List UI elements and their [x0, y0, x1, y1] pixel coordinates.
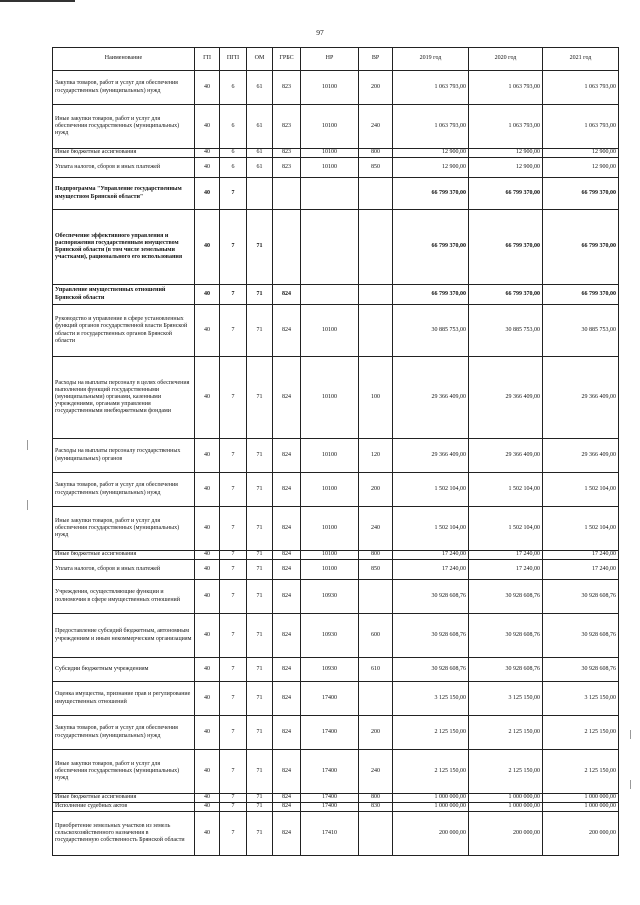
cell-y2021: 30 928 608,76: [543, 614, 619, 658]
cell-vr: [359, 580, 393, 614]
cell-name: Иные закупки товаров, работ и услуг для обеспечения государственных (муниципальных) нужд: [53, 507, 195, 551]
cell-name: Расходы на выплаты персоналу государственных (муниципальных) органов: [53, 439, 195, 473]
cell-om: 71: [247, 210, 273, 285]
cell-y2021: 12 900,00: [543, 149, 619, 158]
cell-gp: 40: [195, 149, 220, 158]
cell-pgp: 7: [220, 580, 247, 614]
cell-pgp: 7: [220, 682, 247, 716]
cell-y2020: 30 928 608,76: [469, 658, 543, 682]
cell-y2021: 1 502 104,00: [543, 473, 619, 507]
cell-grbs: 824: [273, 305, 301, 357]
cell-y2021: 17 240,00: [543, 551, 619, 560]
cell-name: Уплата налогов, сборов и иных платежей: [53, 560, 195, 580]
cell-y2019: 200 000,00: [393, 812, 469, 856]
cell-name: Уплата налогов, сборов и иных платежей: [53, 158, 195, 178]
scan-mark: [27, 500, 28, 510]
header-om: ОМ: [247, 48, 273, 71]
cell-y2019: 1 502 104,00: [393, 473, 469, 507]
cell-vr: 850: [359, 560, 393, 580]
cell-name: Иные закупки товаров, работ и услуг для обеспечения государственных (муниципальных) нужд: [53, 750, 195, 794]
cell-pgp: 7: [220, 750, 247, 794]
cell-grbs: 823: [273, 149, 301, 158]
table-row: [53, 305, 619, 357]
cell-y2020: 1 502 104,00: [469, 473, 543, 507]
table-row: [53, 794, 619, 803]
budget-table: [52, 47, 619, 856]
cell-grbs: 824: [273, 794, 301, 803]
cell-y2020: 30 928 608,76: [469, 580, 543, 614]
cell-y2021: 2 125 150,00: [543, 750, 619, 794]
cell-grbs: 823: [273, 158, 301, 178]
cell-name: Подпрограмма "Управление государственным имуществом Брянской области": [53, 178, 195, 210]
cell-nr: 10930: [301, 614, 359, 658]
cell-y2020: 66 799 370,00: [469, 210, 543, 285]
cell-gp: 40: [195, 305, 220, 357]
cell-y2021: 30 885 753,00: [543, 305, 619, 357]
cell-y2020: 2 125 150,00: [469, 750, 543, 794]
cell-y2019: 30 928 608,76: [393, 658, 469, 682]
cell-om: 61: [247, 158, 273, 178]
table-row: [53, 439, 619, 473]
cell-gp: 40: [195, 105, 220, 149]
cell-vr: 200: [359, 71, 393, 105]
cell-om: 61: [247, 105, 273, 149]
cell-y2021: 1 063 793,00: [543, 71, 619, 105]
cell-nr: 17400: [301, 682, 359, 716]
cell-name: Оценка имущества, признание прав и регулирование имущественных отношений: [53, 682, 195, 716]
cell-om: 71: [247, 794, 273, 803]
cell-y2019: 1 000 000,00: [393, 803, 469, 812]
cell-vr: [359, 682, 393, 716]
cell-gp: 40: [195, 285, 220, 305]
cell-name: Закупка товаров, работ и услуг для обеспечения государственных (муниципальных) нужд: [53, 71, 195, 105]
cell-om: 71: [247, 305, 273, 357]
header-gp: ГП: [195, 48, 220, 71]
cell-grbs: 824: [273, 812, 301, 856]
cell-y2019: 1 063 793,00: [393, 71, 469, 105]
cell-pgp: 7: [220, 614, 247, 658]
header-name: Наименование: [53, 48, 195, 71]
table-row: [53, 210, 619, 285]
header-2020: 2020 год: [469, 48, 543, 71]
cell-pgp: 7: [220, 551, 247, 560]
cell-y2019: 2 125 150,00: [393, 750, 469, 794]
header-vr: ВР: [359, 48, 393, 71]
cell-om: 71: [247, 439, 273, 473]
cell-name: Закупка товаров, работ и услуг для обеспечения государственных (муниципальных) нужд: [53, 473, 195, 507]
cell-y2020: 29 366 409,00: [469, 439, 543, 473]
cell-y2021: 1 063 793,00: [543, 105, 619, 149]
cell-grbs: 824: [273, 682, 301, 716]
cell-y2020: 1 000 000,00: [469, 794, 543, 803]
cell-gp: 40: [195, 682, 220, 716]
cell-y2019: 29 366 409,00: [393, 357, 469, 439]
cell-gp: 40: [195, 803, 220, 812]
cell-gp: 40: [195, 473, 220, 507]
cell-vr: [359, 285, 393, 305]
cell-vr: 800: [359, 551, 393, 560]
cell-name: Расходы на выплаты персоналу в целях обеспечения выполнения функций государственными (муниципальными) органами, казенными учреждениями, органами управления государственными внебюджетными фондами: [53, 357, 195, 439]
cell-gp: 40: [195, 71, 220, 105]
cell-pgp: 7: [220, 658, 247, 682]
cell-grbs: 824: [273, 473, 301, 507]
cell-grbs: 824: [273, 750, 301, 794]
cell-om: 71: [247, 812, 273, 856]
cell-y2019: 17 240,00: [393, 560, 469, 580]
table-row: [53, 149, 619, 158]
cell-grbs: 824: [273, 803, 301, 812]
cell-y2019: 30 885 753,00: [393, 305, 469, 357]
cell-vr: 800: [359, 149, 393, 158]
header-grbs: ГРБС: [273, 48, 301, 71]
cell-vr: 240: [359, 507, 393, 551]
table-row: [53, 560, 619, 580]
table-row: [53, 580, 619, 614]
cell-y2021: 1 000 000,00: [543, 803, 619, 812]
cell-gp: 40: [195, 614, 220, 658]
cell-y2020: 1 000 000,00: [469, 803, 543, 812]
header-2019: 2019 год: [393, 48, 469, 71]
cell-grbs: 823: [273, 105, 301, 149]
cell-nr: 10100: [301, 473, 359, 507]
cell-name: Учреждения, осуществляющие функции и полномочия в сфере имущественных отношений: [53, 580, 195, 614]
cell-vr: 830: [359, 803, 393, 812]
cell-om: 71: [247, 580, 273, 614]
cell-pgp: 7: [220, 716, 247, 750]
cell-pgp: 7: [220, 560, 247, 580]
cell-gp: 40: [195, 560, 220, 580]
cell-y2020: 30 928 608,76: [469, 614, 543, 658]
cell-vr: 200: [359, 473, 393, 507]
table-row: [53, 716, 619, 750]
cell-y2020: 12 900,00: [469, 149, 543, 158]
cell-gp: 40: [195, 357, 220, 439]
cell-nr: 10100: [301, 357, 359, 439]
cell-y2019: 1 063 793,00: [393, 105, 469, 149]
cell-y2019: 66 799 370,00: [393, 210, 469, 285]
cell-gp: 40: [195, 812, 220, 856]
cell-y2021: 2 125 150,00: [543, 716, 619, 750]
cell-name: Иные бюджетные ассигнования: [53, 551, 195, 560]
cell-y2021: 66 799 370,00: [543, 285, 619, 305]
cell-om: 71: [247, 560, 273, 580]
cell-nr: 10100: [301, 158, 359, 178]
cell-vr: [359, 178, 393, 210]
cell-y2021: 29 366 409,00: [543, 357, 619, 439]
cell-nr: 10100: [301, 551, 359, 560]
cell-y2019: 29 366 409,00: [393, 439, 469, 473]
cell-name: Обеспечение эффективного управления и распоряжения государственным имуществом Брянской области (в том числе земельными участками), рационального его использования: [53, 210, 195, 285]
cell-y2021: 17 240,00: [543, 560, 619, 580]
cell-y2020: 17 240,00: [469, 560, 543, 580]
cell-vr: 120: [359, 439, 393, 473]
table-row: [53, 658, 619, 682]
cell-name: Управление имущественных отношений Брянской области: [53, 285, 195, 305]
table-row: [53, 750, 619, 794]
cell-y2019: 12 900,00: [393, 149, 469, 158]
cell-om: 71: [247, 285, 273, 305]
cell-nr: 10100: [301, 560, 359, 580]
cell-y2020: 66 799 370,00: [469, 285, 543, 305]
cell-om: 71: [247, 614, 273, 658]
cell-y2019: 30 928 608,76: [393, 614, 469, 658]
cell-vr: 800: [359, 794, 393, 803]
cell-grbs: 824: [273, 551, 301, 560]
cell-om: [247, 178, 273, 210]
cell-nr: 10100: [301, 105, 359, 149]
table-row: [53, 614, 619, 658]
cell-nr: 10930: [301, 658, 359, 682]
header-nr: НР: [301, 48, 359, 71]
cell-grbs: 824: [273, 716, 301, 750]
cell-vr: [359, 210, 393, 285]
cell-y2019: 2 125 150,00: [393, 716, 469, 750]
cell-grbs: 824: [273, 357, 301, 439]
cell-y2019: 66 799 370,00: [393, 178, 469, 210]
scan-mark: [630, 730, 631, 739]
cell-om: 71: [247, 750, 273, 794]
cell-nr: 17400: [301, 750, 359, 794]
cell-pgp: 6: [220, 71, 247, 105]
cell-pgp: 6: [220, 149, 247, 158]
cell-y2021: 12 900,00: [543, 158, 619, 178]
cell-vr: 600: [359, 614, 393, 658]
cell-name: Приобретение земельных участков из земель сельскохозяйственного назначения в государственную собственность Брянской области: [53, 812, 195, 856]
cell-grbs: 823: [273, 71, 301, 105]
cell-gp: 40: [195, 178, 220, 210]
table-row: [53, 803, 619, 812]
cell-nr: [301, 285, 359, 305]
cell-name: Закупка товаров, работ и услуг для обеспечения государственных (муниципальных) нужд: [53, 716, 195, 750]
cell-y2019: 17 240,00: [393, 551, 469, 560]
cell-gp: 40: [195, 551, 220, 560]
cell-y2020: 66 799 370,00: [469, 178, 543, 210]
cell-vr: [359, 305, 393, 357]
header-2021: 2021 год: [543, 48, 619, 71]
cell-y2020: 1 502 104,00: [469, 507, 543, 551]
cell-name: Руководство и управление в сфере установленных функций органов государственной власти Брянской области и государственных органов Брянской области: [53, 305, 195, 357]
cell-y2021: 3 125 150,00: [543, 682, 619, 716]
cell-y2020: 29 366 409,00: [469, 357, 543, 439]
cell-y2021: 66 799 370,00: [543, 178, 619, 210]
cell-y2020: 3 125 150,00: [469, 682, 543, 716]
table-row: [53, 158, 619, 178]
cell-grbs: 824: [273, 614, 301, 658]
cell-grbs: 824: [273, 560, 301, 580]
cell-y2021: 1 000 000,00: [543, 794, 619, 803]
cell-y2019: 1 000 000,00: [393, 794, 469, 803]
cell-pgp: 6: [220, 158, 247, 178]
cell-y2020: 12 900,00: [469, 158, 543, 178]
cell-y2019: 66 799 370,00: [393, 285, 469, 305]
cell-vr: [359, 812, 393, 856]
top-edge-line: [0, 0, 75, 2]
cell-grbs: 824: [273, 285, 301, 305]
cell-grbs: 824: [273, 658, 301, 682]
cell-grbs: 824: [273, 580, 301, 614]
cell-om: 71: [247, 803, 273, 812]
cell-nr: [301, 210, 359, 285]
cell-vr: 240: [359, 750, 393, 794]
cell-pgp: 7: [220, 210, 247, 285]
cell-gp: 40: [195, 658, 220, 682]
cell-om: 71: [247, 658, 273, 682]
table-row: [53, 551, 619, 560]
cell-pgp: 7: [220, 439, 247, 473]
cell-gp: 40: [195, 507, 220, 551]
cell-grbs: [273, 178, 301, 210]
cell-name: Иные бюджетные ассигнования: [53, 149, 195, 158]
cell-nr: 10100: [301, 71, 359, 105]
cell-om: 71: [247, 507, 273, 551]
cell-gp: 40: [195, 750, 220, 794]
cell-name: Иные закупки товаров, работ и услуг для обеспечения государственных (муниципальных) нужд: [53, 105, 195, 149]
cell-name: Иные бюджетные ассигнования: [53, 794, 195, 803]
cell-grbs: 824: [273, 439, 301, 473]
cell-pgp: 7: [220, 305, 247, 357]
cell-y2019: 12 900,00: [393, 158, 469, 178]
table-row: [53, 105, 619, 149]
cell-pgp: 7: [220, 178, 247, 210]
cell-vr: 610: [359, 658, 393, 682]
cell-y2019: 30 928 608,76: [393, 580, 469, 614]
cell-vr: 240: [359, 105, 393, 149]
cell-y2020: 17 240,00: [469, 551, 543, 560]
cell-pgp: 7: [220, 285, 247, 305]
table-row: [53, 357, 619, 439]
cell-nr: 10100: [301, 149, 359, 158]
cell-gp: 40: [195, 158, 220, 178]
cell-nr: [301, 178, 359, 210]
cell-y2019: 1 502 104,00: [393, 507, 469, 551]
cell-nr: 17400: [301, 794, 359, 803]
cell-y2020: 200 000,00: [469, 812, 543, 856]
cell-name: Предоставление субсидий бюджетным, автономным учреждениям и иным некоммерческим организациям: [53, 614, 195, 658]
cell-om: 71: [247, 716, 273, 750]
table-row: [53, 473, 619, 507]
cell-om: 61: [247, 149, 273, 158]
scan-mark: [630, 780, 631, 789]
cell-nr: 17400: [301, 716, 359, 750]
cell-nr: 10100: [301, 439, 359, 473]
cell-y2019: 3 125 150,00: [393, 682, 469, 716]
cell-pgp: 7: [220, 812, 247, 856]
cell-nr: 17400: [301, 803, 359, 812]
cell-y2020: 2 125 150,00: [469, 716, 543, 750]
table-header-row: [53, 48, 619, 71]
table-row: [53, 812, 619, 856]
table-row: [53, 71, 619, 105]
cell-nr: 17410: [301, 812, 359, 856]
cell-pgp: 7: [220, 357, 247, 439]
cell-y2021: 30 928 608,76: [543, 580, 619, 614]
cell-gp: 40: [195, 439, 220, 473]
cell-pgp: 7: [220, 794, 247, 803]
header-pgp: ПГП: [220, 48, 247, 71]
cell-om: 61: [247, 71, 273, 105]
cell-vr: 100: [359, 357, 393, 439]
cell-grbs: 824: [273, 507, 301, 551]
cell-y2021: 66 799 370,00: [543, 210, 619, 285]
cell-om: 71: [247, 551, 273, 560]
cell-vr: 850: [359, 158, 393, 178]
cell-om: 71: [247, 357, 273, 439]
cell-y2020: 30 885 753,00: [469, 305, 543, 357]
cell-gp: 40: [195, 794, 220, 803]
cell-om: 71: [247, 682, 273, 716]
table-row: [53, 285, 619, 305]
cell-y2021: 1 502 104,00: [543, 507, 619, 551]
cell-nr: 10100: [301, 305, 359, 357]
cell-pgp: 7: [220, 473, 247, 507]
cell-nr: 10930: [301, 580, 359, 614]
cell-name: Исполнение судебных актов: [53, 803, 195, 812]
cell-pgp: 7: [220, 507, 247, 551]
cell-y2021: 30 928 608,76: [543, 658, 619, 682]
table-row: [53, 178, 619, 210]
cell-grbs: [273, 210, 301, 285]
cell-name: Субсидии бюджетным учреждениям: [53, 658, 195, 682]
cell-om: 71: [247, 473, 273, 507]
table-row: [53, 507, 619, 551]
cell-gp: 40: [195, 210, 220, 285]
cell-y2021: 29 366 409,00: [543, 439, 619, 473]
cell-y2020: 1 063 793,00: [469, 71, 543, 105]
cell-y2020: 1 063 793,00: [469, 105, 543, 149]
cell-y2021: 200 000,00: [543, 812, 619, 856]
cell-gp: 40: [195, 716, 220, 750]
cell-gp: 40: [195, 580, 220, 614]
scan-mark: [27, 440, 28, 450]
page-number: 97: [316, 28, 324, 37]
cell-pgp: 7: [220, 803, 247, 812]
cell-pgp: 6: [220, 105, 247, 149]
cell-vr: 200: [359, 716, 393, 750]
table-row: [53, 682, 619, 716]
cell-nr: 10100: [301, 507, 359, 551]
